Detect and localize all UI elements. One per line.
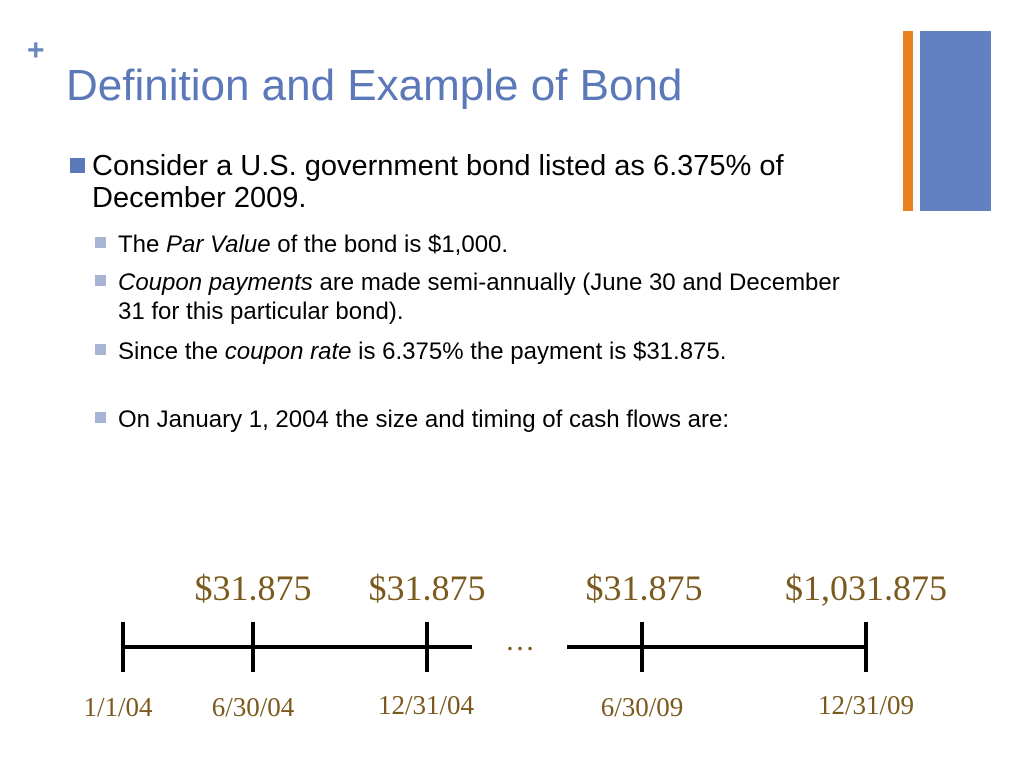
main-bullet-text: Consider a U.S. government bond listed as 6.375% of December 2009.: [92, 150, 784, 214]
cash-flow-amount: $31.875: [368, 568, 486, 608]
slide-title: Definition and Example of Bond: [66, 61, 683, 110]
cash-flow-amount: $31.875: [585, 568, 703, 608]
cash-flow-amount: $1,031.875: [785, 568, 947, 608]
cash-flow-amount: $31.875: [194, 568, 312, 608]
sub-bullet-text: Since the coupon rate is 6.375% the payment is $31.875.: [118, 338, 727, 365]
plus-mark: +: [27, 34, 45, 67]
timeline-ellipsis: …: [505, 624, 535, 657]
timeline-date: 12/31/09: [817, 690, 915, 720]
timeline-date: 1/1/04: [83, 692, 153, 722]
timeline-date: 12/31/04: [377, 690, 475, 720]
timeline-date: 6/30/04: [211, 692, 295, 722]
sub-bullet-text: On January 1, 2004 the size and timing of cash flows are:: [118, 406, 730, 433]
sub-bullet-text: The Par Value of the bond is $1,000.: [118, 231, 509, 258]
sub-bullet-text: Coupon payments are made semi-annually (June 30 and December 31 for this particular bond).: [118, 269, 840, 325]
timeline-date: 6/30/09: [600, 692, 684, 722]
